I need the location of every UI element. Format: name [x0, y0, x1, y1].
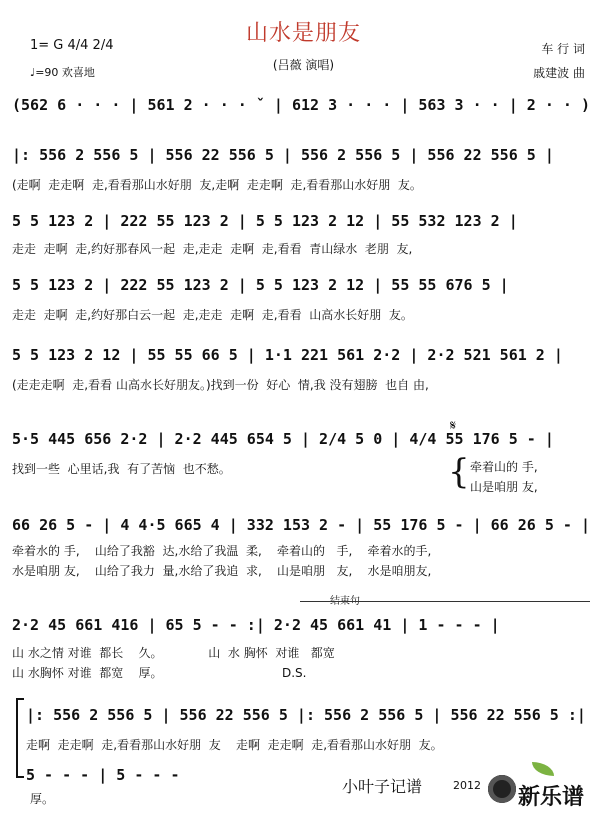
- score-line-6-notes: 5·5 445 656 2·2 | 2·2 445 654 5 | 2/4 5 0 | 4/4 55 176 5 - |: [12, 430, 554, 448]
- score-line-8-notes: 2·2 45 661 416 | 65 5 - - :| 2·2 45 661 41 | 1 - - - |: [12, 616, 500, 634]
- score-line-6-lyrics: 找到一些 心里话,我 有了苦恼 也不愁。: [12, 462, 231, 476]
- score-line-2-notes: |: 556 2 556 5 | 556 22 556 5 | 556 2 556 5 | 556 22 556 5 |: [12, 146, 554, 164]
- score-line-1-notes: (562 6 · · · | 561 2 · · · ˇ | 612 3 · · · | 563 3 · · | 2 · · ): [12, 96, 590, 114]
- side-lyric-2: 山是咱朋 友,: [470, 480, 538, 494]
- score-line-8-lyrics: 山 水之情 对谁 都长 久。 山 水 胸怀 对谁 都宽: [12, 646, 335, 660]
- score-line-2-lyrics: (走啊 走走啊 走,看看那山水好朋 友,走啊 走走啊 走,看看那山水好朋 友。: [12, 178, 422, 192]
- score-line-4-notes: 5 5 123 2 | 222 55 123 2 | 5 5 123 2 12 | 55 55 676 5 |: [12, 276, 509, 294]
- leaf-logo-icon: [532, 762, 554, 776]
- ending-label: 结束句: [330, 596, 360, 607]
- key-signature: 1= G 4/4 2/4: [30, 38, 114, 53]
- singer-credit: (吕薇 演唱): [272, 58, 335, 72]
- score-line-3-lyrics: 走走 走啊 走,约好那春风一起 走,走走 走啊 走,看看 青山绿水 老朋 友,: [12, 242, 413, 256]
- composer-credit: 戚建波 曲: [533, 66, 585, 80]
- score-line-5-lyrics: (走走走啊 走,看看 山高水长好朋友。)找到一份 好心 情,我 没有翅膀 也自 由,: [12, 378, 429, 392]
- score-line-4-lyrics: 走走 走啊 走,约好那白云一起 走,走走 走啊 走,看看 山高水长好朋 友。: [12, 308, 413, 322]
- score-line-8-alt-lyrics: 山 水胸怀 对谁 都宽 厚。: [12, 666, 163, 680]
- tempo-marking: ♩=90 欢喜地: [30, 66, 95, 79]
- verse-brace: {: [448, 452, 470, 492]
- coda-last-lyric: 厚。: [30, 792, 55, 806]
- footer-year: 2012: [453, 779, 481, 792]
- coda-bracket: [16, 698, 24, 778]
- score-line-7-lyrics: 牵着水的 手, 山给了我豁 达,水给了我温 柔, 牵着山的 手, 牵着水的手,: [12, 544, 432, 558]
- lyricist-credit: 车 行 词: [541, 42, 585, 56]
- brand-name: 新乐谱: [518, 785, 585, 810]
- ending-bracket-line: [300, 601, 590, 602]
- transcriber-credit: 小叶子记谱: [342, 777, 423, 796]
- score-line-7-notes: 66 26 5 - | 4 4·5 665 4 | 332 153 2 - | 55 176 5 - | 66 26 5 - |: [12, 516, 590, 534]
- score-line-7-alt-lyrics: 水是咱朋 友, 山给了我力 量,水给了我追 求, 山是咱朋 友, 水是咱朋友,: [12, 564, 432, 578]
- score-line-3-notes: 5 5 123 2 | 222 55 123 2 | 5 5 123 2 12 | 55 532 123 2 |: [12, 212, 518, 230]
- coda-notes: |: 556 2 556 5 | 556 22 556 5 |: 556 2 556 5 | 556 22 556 5 :|: [26, 706, 586, 724]
- coda-last-notes: 5 - - - | 5 - - -: [26, 766, 180, 784]
- record-logo-icon: [488, 775, 516, 803]
- side-lyric-1: 牵着山的 手,: [470, 460, 538, 474]
- coda-lyrics: 走啊 走走啊 走,看看那山水好朋 友 走啊 走走啊 走,看看那山水好朋 友。: [26, 738, 443, 752]
- page-title: 山水是朋友: [245, 21, 361, 46]
- score-line-5-notes: 5 5 123 2 12 | 55 55 66 5 | 1·1 221 561 2·2 | 2·2 521 561 2 |: [12, 346, 563, 364]
- segno-sign: 𝄋: [450, 418, 457, 434]
- ds-marking: D.S.: [282, 666, 307, 680]
